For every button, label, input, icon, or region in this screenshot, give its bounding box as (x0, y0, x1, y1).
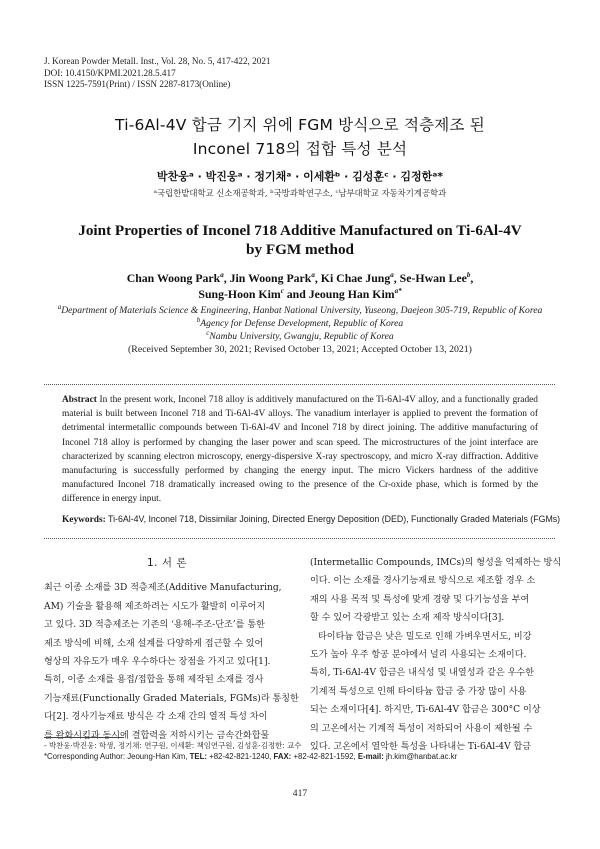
english-authors (0, 270, 600, 302)
author-name: Jin Woong Park (229, 271, 312, 285)
journal-issn: ISSN 1225-7591(Print) / ISSN 2287-8173(Online) (44, 79, 231, 90)
english-affiliations (0, 304, 600, 343)
text-line: 기능재료(Functionally Graded Materials, FGMs)라 통칭한 (44, 693, 299, 704)
journal-citation: J. Korean Powder Metall. Inst., Vol. 28, No. 5, 417-422, 2021 (44, 56, 271, 66)
body-column-left (44, 554, 299, 745)
text-line: 제조 방식에 비해, 소재 설계를 다양하게 접근할 수 있어 (44, 638, 264, 649)
text-line: 최근 이종 소재를 3D 적층제조(Additive Manufacturing, (44, 583, 282, 594)
korean-title-line-1: Ti-6Al-4V 합금 기지 위에 FGM 방식으로 적층제조 된 (115, 116, 485, 134)
keywords-label: Keywords: (62, 515, 106, 525)
english-title-line-1: Joint Properties of Inconel 718 Additive Manufactured on Ti-6Al-4V (78, 222, 522, 239)
author-name: Se-Hwan Lee (399, 271, 467, 285)
text-line: 이다. 이는 소재를 경사기능재료 방식으로 제조할 경우 소 (310, 576, 536, 587)
text-line: 특히, 이종 소재를 용접/접합을 통해 제작된 소재를 경사 (44, 675, 264, 686)
text-line: 되는 소재이다[4]. 하지만, Ti-6Al-4V 합금은 300°C 이상 (310, 705, 541, 716)
author-affil-mark: c (280, 287, 284, 296)
text-line: (Intermetallic Compounds, IMCs)의 형성을 억제하는 방식 (310, 558, 562, 568)
section-heading-introduction: 1. 서 론 (147, 557, 187, 569)
affiliation-c: $^c$Nambu University, Gwangju, Republic of Korea (206, 328, 394, 342)
journal-header (44, 56, 444, 91)
introduction-paragraph-1-cont (310, 554, 562, 628)
author-affil-mark: a* (394, 287, 402, 296)
abstract-top-divider (44, 384, 555, 385)
author-name: Chan Woong Park (126, 271, 221, 285)
abstract-label: Abstract (62, 395, 97, 405)
text-line: 를 완화시킴과 동시에 결합력을 저하시키는 금속간화합물 (44, 730, 270, 741)
text-line: AM) 기술을 활용해 제조하려는 시도가 활발히 이루어지 (44, 601, 266, 612)
text-line: 있다. 고온에서 열악한 특성을 나타내는 Ti-6Al-4V 합금 (310, 742, 532, 753)
body-column-right (310, 554, 562, 756)
abstract (62, 393, 538, 507)
journal-doi: DOI: 10.4150/KPMI.2021.28.5.417 (44, 67, 176, 78)
page-number: 417 (292, 788, 308, 799)
korean-title (0, 113, 600, 161)
keywords (62, 514, 561, 525)
abstract-text: In the present work, Inconel 718 alloy is additively manufactured on the Ti-6Al-4V alloy, and a functionally graded material is built between Inconel 718 and Ti-6Al-4V alloys. The vanadium interlayer is applied to prevent the formation of detrimental intermetallic compounds between Ti-6Al-4V and Inconel 718 by direct joining. The additive manufacturing of Inconel 718 alloy is performed by changing the laser power and scan speed. The microstructures of the joint interface are characterized by scanning electron microscopy, energy-dispersive X-ray spectroscopy, and micro X-ray diffraction. Additive manufacturing is successfully performed by changing the energy input. The micro Vickers hardness of the additive manufactured Inconel 718 dramatically increased owing to the presence of the Cr-oxide phase, which is formed by the difference in energy input. (62, 395, 538, 505)
affiliation-b: $^b$Agency for Defense Development, Republic of Korea (196, 315, 404, 329)
text-line: 재의 사용 목적 및 특성에 맞게 경량 및 다기능성을 부여 (310, 594, 530, 605)
text-line: 형상의 자유도가 매우 우수하다는 장점을 가지고 있다[1]. (44, 657, 271, 668)
footnote-author-roles: - 박찬웅·박진웅: 학생, 정기채: 연구원, 이세환: 책임연구원, 김성훈·김정한: 교수 (44, 741, 302, 750)
affiliation-a: $^a$Department of Materials Science & Engineering, Hanbat National University, Yuseong, Daejeon 305-719, Republic of Korea (57, 302, 543, 316)
text-line: 타이타늄 합금은 낮은 밀도로 인해 가벼우면서도, 비강 (318, 631, 532, 642)
text-line: 특히, Ti-6Al-4V 합금은 내식성 및 내열성과 같은 우수한 (310, 668, 534, 679)
text-line: 의 고온에서는 기계적 특성이 저하되어 사용이 제한될 수 (310, 723, 533, 734)
footnote-rule (44, 737, 124, 738)
email-text: jh.kim@hanbat.ac.kr (383, 752, 458, 761)
author-affil-mark: a (390, 271, 394, 280)
english-authors-line-2: Sung-Hoon Kim$^c$ and Jeoung Han Kim$^{a*}$ (198, 287, 402, 301)
author-name: Sung-Hoon Kim (198, 287, 281, 301)
text-line: 할 수 있어 각광받고 있는 소재 제작 방식이다[3]. (310, 613, 505, 624)
author-name: Jeoung Han Kim (308, 287, 395, 301)
author-affil-mark: a (311, 271, 315, 280)
introduction-paragraph-2 (310, 628, 556, 757)
korean-affiliations: ᵃ국립한밭대학교 신소재공학과, ᵇ국방과학연구소, ᶜ남부대학교 자동차기계공학과 (153, 188, 447, 198)
english-authors-line-1: Chan Woong Park$^a$, Jin Woong Park$^a$, Ki Chae Jung$^a$, Se-Hwan Lee$^b$, (126, 271, 474, 285)
english-title (0, 221, 600, 259)
text-line: 다[2]. 경사기능재료 방식은 각 소재 간의 열적 특성 차이 (44, 712, 268, 723)
text-line: 고 있다. 3D 적층제조는 기존의 ‘용해-주조-단조’를 통한 (44, 620, 265, 631)
text-line: 도가 높아 우주 항공 분야에서 널리 사용되는 소재이다. (310, 650, 527, 661)
author-name: Ki Chae Jung (320, 271, 391, 285)
text-line: 기계적 특성으로 인해 타이타늄 합금 중 가장 많이 사용 (310, 686, 527, 697)
abstract-bottom-divider (44, 538, 555, 539)
footnote-corresponding-author: *Corresponding Author: Jeoung-Han Kim, TEL: +82-42-821-1240, FAX: +82-42-821-1592, E-mail: jh.kim@hanbat.ac.kr (44, 752, 458, 761)
keywords-text: Ti-6Al-4V, Inconel 718, Dissimilar Joining, Directed Energy Deposition (DED), Functionally Graded Materials (FGMs) (108, 514, 561, 524)
korean-title-line-2: Inconel 718의 접합 특성 분석 (192, 140, 408, 158)
received-dates: (Received September 30, 2021; Revised October 13, 2021; Accepted October 13, 2021) (128, 344, 472, 355)
author-affil-mark: a (220, 271, 224, 280)
introduction-paragraph-1 (44, 579, 299, 745)
english-title-line-2: by FGM method (246, 241, 354, 258)
author-affil-mark: b (466, 271, 471, 280)
korean-authors: 박찬웅ᵃ · 박진웅ᵃ · 정기채ᵃ · 이세환ᵇ · 김성훈ᶜ · 김정한ᵃ* (156, 170, 444, 183)
